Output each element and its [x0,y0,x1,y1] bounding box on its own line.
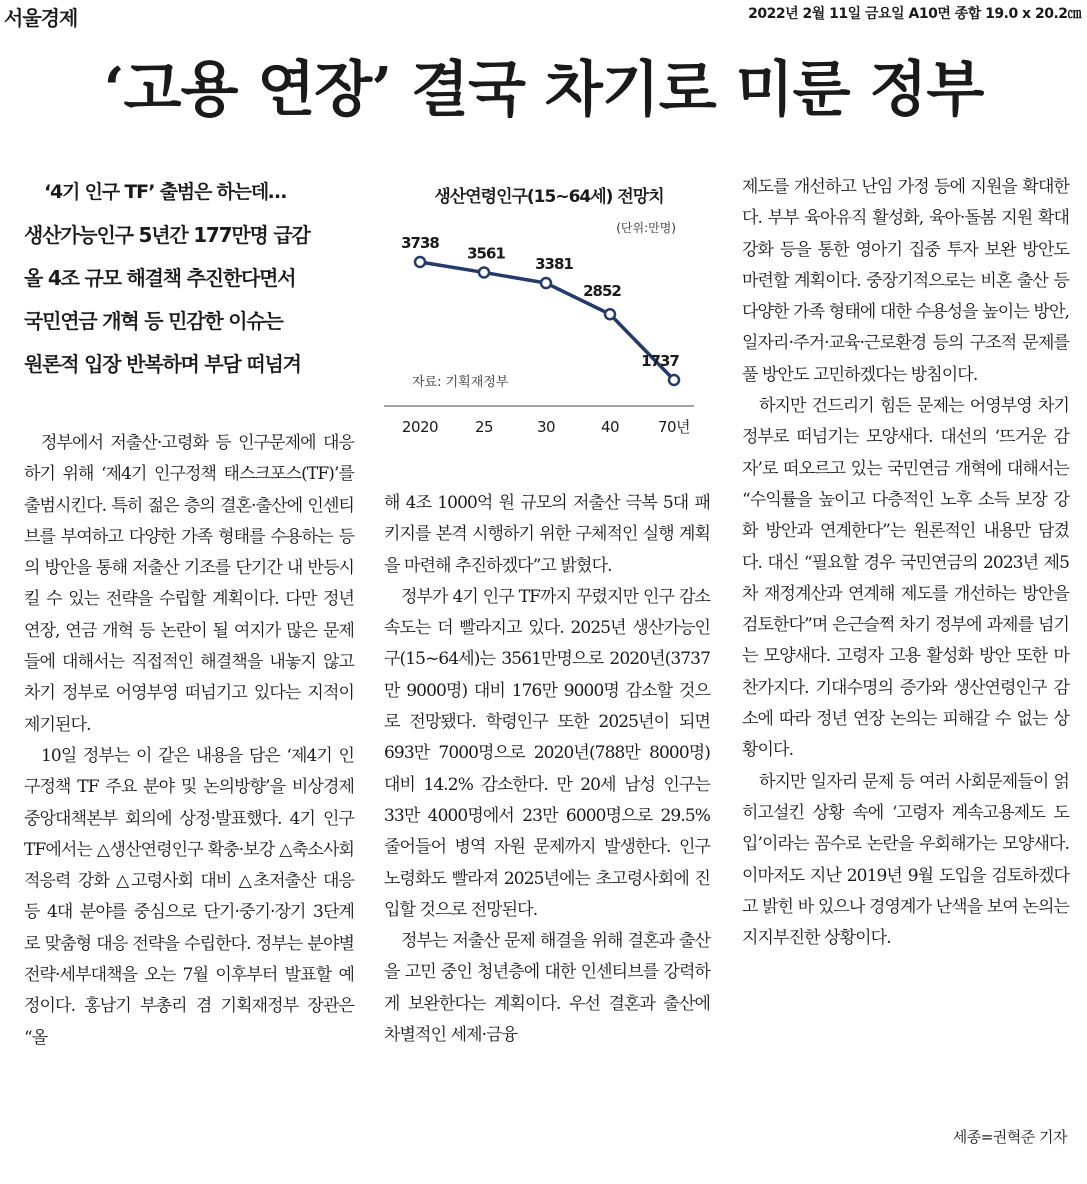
chart-tick-label: 30 [536,418,556,436]
paragraph: 제도를 개선하고 난임 가정 등에 지원을 확대한다. 부부 육아유직 활성화, 육아·돌봄 지원 확대 강화 등을 통한 영아기 집중 투자 보완 방안도 마련할 계획이다. 중장기적으로는 비혼 출산 등 다양한 가족 형태에 대한 수용성을 높이는 방안, 일자리·주거·교육·근로환경 등의 구조적 문제를 풀 방안도 고민하겠다는 방침이다. [742,177,1069,385]
subheadline-line-3: 올 4조 규모 해결책 추진한다면서 [24,266,296,290]
chart-source: 자료: 기획재정부 [412,375,509,390]
paragraph: 정부에서 저출산·고령화 등 인구문제에 대응하기 위해 ‘제4기 인구정책 태스크포스(TF)’를 출범시킨다. 특히 젊은 층의 결혼·출산에 인센티브를 부여하고 다양한 가족 형태를 수용하는 등의 방안을 통해 저출산 기조를 단기간 내 반등시킬 수 있는 전략을 수립할 계획이다. 다만 정년 연장, 연금 개혁 등 논란이 될 여지가 많은 문제들에 대해서는 직접적인 해결책을 내놓지 않고 차기 정부로 어영부영 떠넘기고 있다는 지적이 제기된다. [24,433,354,735]
body-column-1 [24,428,354,1054]
paragraph: 해 4조 1000억 원 규모의 저출산 극복 5대 패키지를 본격 시행하기 위한 구체적인 실행 계획을 마련해 추진하겠다”고 밝혔다. [384,493,710,576]
publication-name: 서울경제 [4,6,78,30]
chart-point [605,309,615,319]
chart-data-label: 3561 [467,244,505,263]
subheadline-line-1: ‘4기 인구 TF’ 출범은 하는데… [44,181,286,203]
chart-point [415,257,425,267]
paragraph: 정부는 저출산 문제 해결을 위해 결혼과 출산을 고민 중인 청년층에 대한 인센티브를 강력하게 보완한다는 계획이다. 우선 결혼과 출산에 차별적인 세제·금융 [384,931,710,1046]
population-chart [384,170,714,470]
chart-svg [384,170,714,470]
chart-data-label: 3738 [401,234,439,252]
chart-point [541,278,551,288]
chart-unit: (단위:만명) [616,221,676,235]
issue-info: 2022년 2월 11일 금요일 A10면 종합 19.0 x 20.2㎝ [748,6,1081,22]
chart-tick-label: 25 [474,418,494,436]
chart-data-label: 1737 [641,352,679,370]
chart-tick-label: 70년 [657,418,691,436]
paragraph: 하지만 일자리 문제 등 여러 사회문제들이 얽히고설킨 상황 속에 ‘고령자 계속고용제도 도입’이라는 꼼수로 논란을 우회해가는 모양새다. 이마저도 지난 2019년 9월 도입을 검토하겠다고 밝힌 바 있으나 경영계가 난색을 보여 논의는 지지부진한 상황이다. [742,771,1069,949]
chart-point [479,267,489,277]
chart-title: 생산연령인구(15~64세) 전망치 [434,187,664,207]
paragraph: 하지만 건드리기 힘든 문제는 어영부영 차기 정부로 떠넘기는 모양새다. 대선의 ‘뜨거운 감자’로 떠오르고 있는 국민연금 개혁에 대해서는 “수익률을 높이고 다층적인 노후 소득 보장 강화 방안과 연계한다”는 원론적인 내용만 담겼다. 대신 “필요할 경우 국민연금의 2023년 제5차 재정계산과 연계해 제도를 개선하는 방안을 검토한다”며 은근슬쩍 차기 정부에 과제를 넘기는 모양새다. 고령자 고용 활성화 방안 또한 마찬가지다. 기대수명의 증가와 생산연령인구 감소에 따라 정년 연장 논의는 피해갈 수 없는 상황이다. [742,396,1069,761]
subheadline-line-2: 생산가능인구 5년간 177만명 급감 [24,223,310,247]
paragraph: 10일 정부는 이 같은 내용을 담은 ‘제4기 인구정책 TF 주요 분야 및 논의방향’을 비상경제 중앙대책본부 회의에 상정·발표했다. 4기 인구 TF에서는 △생산연령인구 확충·보강 △축소사회 적응력 강화 △고령사회 대비 △초저출산 대응 등 4대 분야를 중심으로 단기·중기·장기 3단계로 맞춤형 대응 전략을 수립한다. 정부는 분야별 전략·세부대책을 오는 7월 이후부터 발표할 예정이다. 홍남기 부총리 겸 기획재정부 장관은 “올 [24,745,354,1048]
paragraph: 정부가 4기 인구 TF까지 꾸렸지만 인구 감소 속도는 더 빨라지고 있다. 2025년 생산가능인구(15~64세)는 3561만명으로 2020년(3737만 9000명) 대비 176만 9000명 감소할 것으로 전망됐다. 학령인구 또한 2025년이 되면 693만 7000명으로 2020년(788만 8000명) 대비 14.2% 감소한다. 만 20세 남성 인구는 33만 4000명에서 23만 6000명으로 29.5% 줄어들어 병역 자원 문제까지 발생한다. 인구 노령화도 빨라져 2025년에는 초고령사회에 진입할 것으로 전망된다. [384,586,710,920]
chart-data-label: 3381 [535,255,573,274]
body-column-3 [742,172,1069,954]
headline: ‘고용 연장’ 결국 차기로 미룬 정부 [103,55,984,125]
subheadline-line-5: 원론적 입장 반복하며 부담 떠넘겨 [24,352,301,376]
body-column-2 [384,488,710,1051]
chart-data-label: 2852 [583,282,621,301]
subheadline-line-4: 국민연금 개혁 등 민감한 이슈는 [24,309,283,333]
chart-point [669,375,679,385]
chart-tick-label: 2020 [401,418,439,436]
byline: 세종=권혁준 기자 [952,1128,1067,1146]
chart-tick-label: 40 [600,418,620,436]
subheadline [24,175,354,386]
